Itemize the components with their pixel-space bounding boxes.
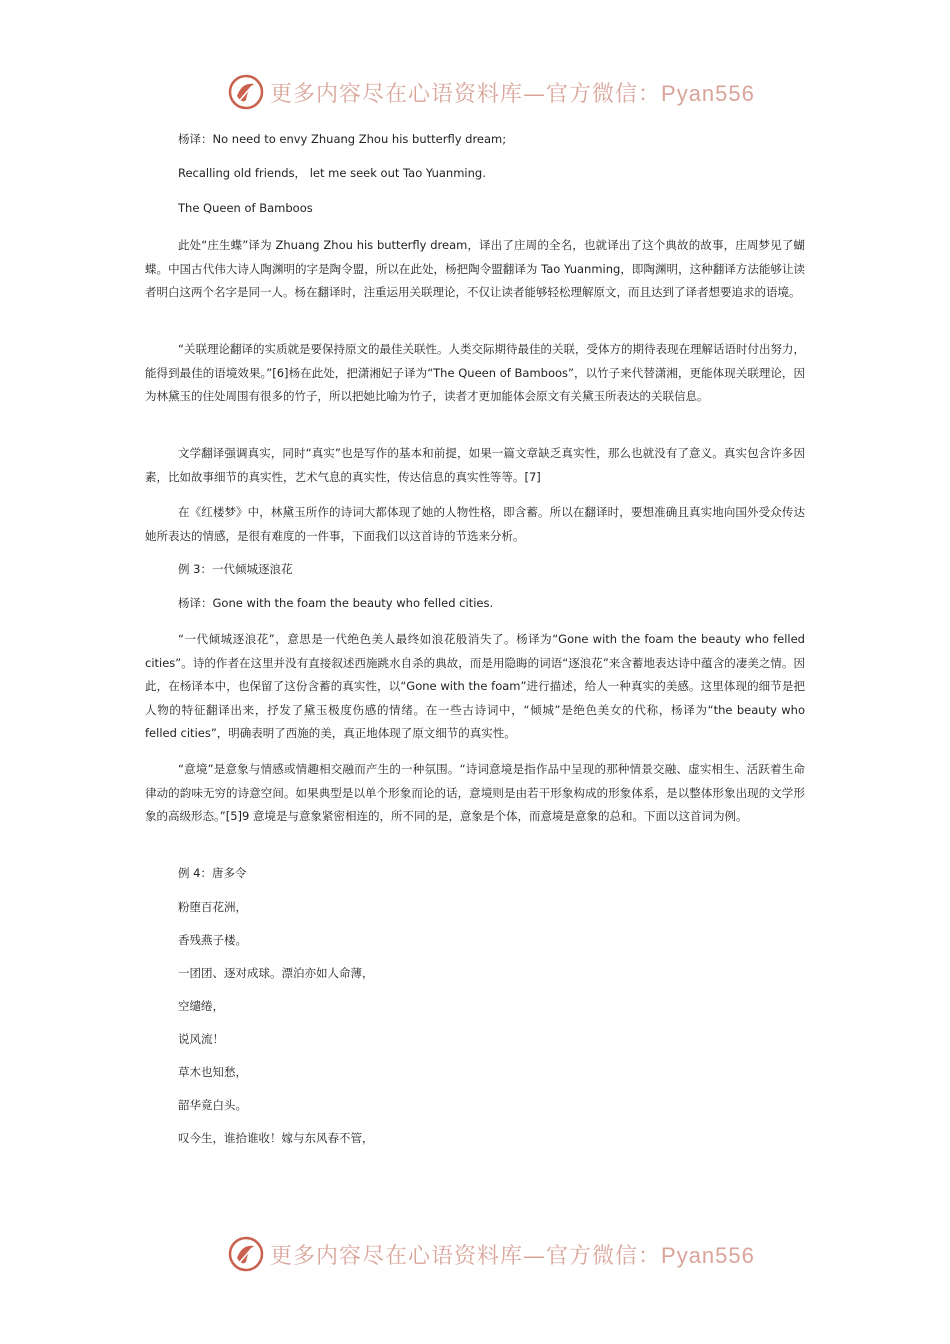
paragraph-example-4: 例 4：唐多令 bbox=[178, 866, 247, 880]
poem-line-2: 香残燕子楼。 bbox=[178, 933, 247, 947]
paragraph-relevance-theory: “关联理论翻译的实质就是要保持原文的最佳关联性。人类交际期待最佳的关联，受体方的期待表现在理解话语时付出努力，能得到最佳的语境效果。”[6]杨在此处，把潇湘妃子译为“The Queen of Bamboos”，以竹子来代替潇湘，更能体现关联理论，因为林黛玉的住处周围有很多的竹子，所以把她比喻为竹子，读者才更加能体会原文有关黛玉所表达的关联信息。 bbox=[145, 342, 805, 403]
banner-text bbox=[270, 1239, 755, 1270]
poem-line-7: 韶华竟白头。 bbox=[178, 1098, 247, 1112]
footer-banner bbox=[228, 1232, 755, 1276]
poem-line-8: 叹今生，谁拾谁收！嫁与东风春不管， bbox=[178, 1131, 374, 1145]
seal-logo-icon bbox=[228, 1236, 264, 1272]
paragraph-text: Recalling old friends， let me seek out Tao Yuanming. bbox=[178, 166, 486, 180]
paragraph-dream-red-chamber: 在《红楼梦》中，林黛玉所作的诗词大都体现了她的人物性格，即含蓄。所以在翻译时，要想准确且真实地向国外受众传达她所表达的情感，是很有难度的一件事，下面我们以这首诗的节选来分析。 bbox=[145, 505, 805, 543]
paragraph-yang-translation-1 bbox=[178, 128, 805, 152]
paragraph-beauty-analysis: “一代倾城逐浪花”，意思是一代绝色美人最终如浪花般消失了。杨译为“Gone with the foam the beauty who felled cities”。诗的作者在这里并没有直接叙述西施跳水自杀的典故，而是用隐晦的词语“逐浪花”来含蓄地表达诗中蕴含的凄美之情。因此，在杨译本中，也保留了这份含蓄的真实性，以“Gone with the foam”进行描述，给人一种真实的美感。这里体现的细节是把人物的特征翻译出来，抒发了黛玉极度伤感的情绪。在一些古诗词中，“倾城”是绝色美女的代称，杨译为“the beauty who felled cities”，明确表明了西施的美，真正地体现了原文细节的真实性。 bbox=[145, 632, 805, 740]
paragraph-yang-translation-3: 杨译：Gone with the foam the beauty who felled cities. bbox=[178, 596, 494, 610]
paragraph-artistic-conception: “意境”是意象与情感或情趣相交融而产生的一种氛围。“诗词意境是指作品中呈现的那种情景交融、虚实相生、活跃着生命律动的韵味无穷的诗意空间。如果典型是以单个形象而论的话，意境则是由若干形象构成的形象体系，是以整体形象出现的文学形象的高级形态。”[5]9 意境是与意象紧密相连的，所不同的是，意象是个体，而意境是意象的总和。下面以这首词为例。 bbox=[145, 762, 805, 823]
banner-message: 更多内容尽在心语资料库—官方微信： bbox=[270, 1243, 662, 1269]
banner-wechat-id: Pyan556 bbox=[661, 80, 755, 106]
poem-line-5: 说风流！ bbox=[178, 1032, 224, 1046]
banner-wechat-id: Pyan556 bbox=[661, 1242, 755, 1268]
paragraph-literary-truth: 文学翻译强调真实，同时“真实”也是写作的基本和前提，如果一篇文章缺乏真实性，那么也就没有了意义。真实包含许多因素，比如故事细节的真实性，艺术气息的真实性，传达信息的真实性等等。[7] bbox=[145, 446, 805, 484]
poem-line-3: 一团团、逐对成球。漂泊亦如人命薄， bbox=[178, 966, 374, 980]
paragraph-yang-translation-2 bbox=[178, 162, 805, 186]
paragraph-queen-of-bamboos bbox=[178, 197, 805, 221]
seal-logo-icon bbox=[228, 74, 264, 110]
paragraph-zhuang-zhou-analysis: 此处“庄生蝶”译为 Zhuang Zhou his butterfly dream，译出了庄周的全名，也就译出了这个典故的故事，庄周梦见了蝴蝶。中国古代伟大诗人陶渊明的字是陶令盟，所以在此处，杨把陶令盟翻译为 Tao Yuanming，即陶渊明，这种翻译方法能够让读者明白这两个名字是同一人。杨在翻译时，注重运用关联理论，不仅让读者能够轻松理解原文，而且达到了译者想要追求的语境。 bbox=[145, 238, 805, 299]
banner-text bbox=[270, 77, 755, 108]
paragraph-example-3: 例 3：一代倾城逐浪花 bbox=[178, 562, 293, 576]
poem-line-6: 草木也知愁， bbox=[178, 1065, 247, 1079]
banner-message: 更多内容尽在心语资料库—官方微信： bbox=[270, 81, 662, 107]
header-banner bbox=[228, 70, 755, 114]
poem-line-1: 粉堕百花洲， bbox=[178, 900, 247, 914]
paragraph-text: 杨译：No need to envy Zhuang Zhou his butterfly dream; bbox=[178, 132, 507, 146]
paragraph-text: The Queen of Bamboos bbox=[178, 201, 313, 215]
poem-line-4: 空缱绻， bbox=[178, 999, 224, 1013]
